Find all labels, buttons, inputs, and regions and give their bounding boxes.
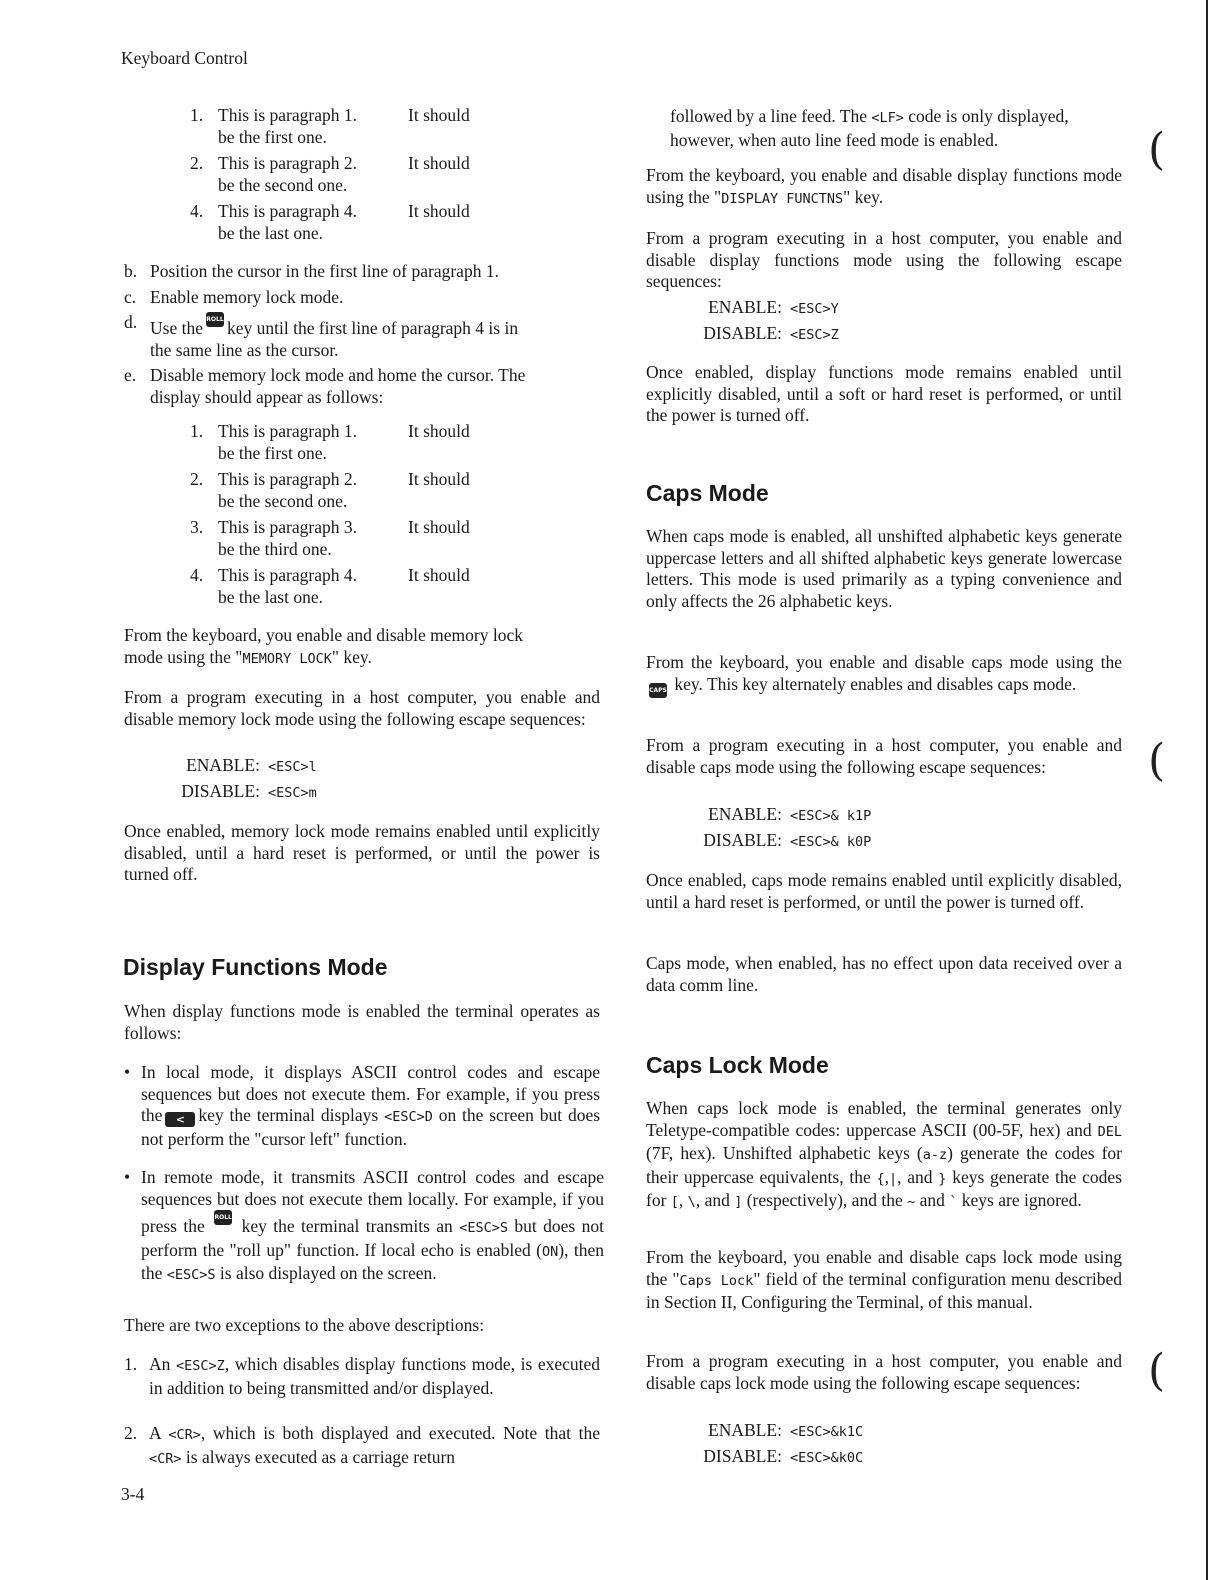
memory-lock-keyboard-text: From the keyboard, you enable and disable memory lock mode using the "MEMORY LOCK" key. bbox=[124, 625, 523, 667]
punch-hole-mark-icon: ( bbox=[1148, 1345, 1166, 1396]
step-b: b. Position the cursor in the first line of paragraph 1. bbox=[124, 261, 499, 281]
paragraph-list-b bbox=[190, 421, 470, 608]
caps-mode-keyboard-text: From the keyboard, you enable and disable caps mode using the CAPS key. This key alternately enables and disables caps mode. bbox=[646, 652, 1122, 698]
list-item: 1. This is paragraph 1. It should be the first one. bbox=[190, 105, 470, 147]
caps-lock-keyboard-text: From the keyboard, you enable and disable caps lock mode using the "Caps Lock" field of the terminal configuration menu described in Section II, Configuring the Terminal, of this manual. bbox=[646, 1247, 1122, 1312]
memory-lock-once-text: Once enabled, memory lock mode remains enabled until explicitly disabled, until a hard reset is performed, or until the power is turned off. bbox=[124, 821, 600, 884]
bullet-local-mode: • In local mode, it displays ASCII control codes and escape sequences but does not execute them. For example, if you press the < key the terminal displays <ESC>D on the screen but does not perform the "cursor left" function. bbox=[124, 1062, 601, 1149]
caps-mode-heading: Caps Mode bbox=[646, 480, 769, 506]
display-functions-intro: When display functions mode is enabled the terminal operates as follows: bbox=[124, 1001, 600, 1043]
punch-hole-mark-icon: ( bbox=[1148, 124, 1166, 175]
step-e: e. Disable memory lock mode and home the cursor. The display should appear as follows: bbox=[124, 365, 526, 407]
caps-mode-enable-row: ENABLE: <ESC>& k1P bbox=[708, 804, 872, 824]
exceptions-intro: There are two exceptions to the above descriptions: bbox=[124, 1315, 485, 1335]
running-header: Keyboard Control bbox=[121, 48, 248, 68]
caps-mode-host-text: From a program executing in a host computer, you enable and disable caps mode using the following escape sequences: bbox=[646, 735, 1122, 777]
caps-lock-disable-row: DISABLE: <ESC>&k0C bbox=[703, 1446, 864, 1466]
caps-lock-enable-row: ENABLE: <ESC>&k1C bbox=[708, 1420, 864, 1440]
caps-key-icon: CAPS bbox=[649, 683, 667, 698]
step-list bbox=[124, 261, 604, 408]
cursor-left-key-icon: < bbox=[165, 1112, 195, 1127]
page-number: 3-4 bbox=[121, 1484, 145, 1504]
punch-hole-mark-icon: ( bbox=[1148, 735, 1166, 786]
caps-mode-once-text: Once enabled, caps mode remains enabled until explicitly disabled, until a hard reset is performed, or until the power is turned off. bbox=[646, 870, 1122, 912]
display-functions-once-text: Once enabled, display functions mode remains enabled until explicitly disabled, until a soft or hard reset is performed, or until the power is turned off. bbox=[646, 362, 1122, 425]
paragraph-list-a bbox=[190, 105, 470, 244]
caps-mode-intro: When caps mode is enabled, all unshifted alphabetic keys generate uppercase letters and all shifted alphabetic keys generate lowercase letters. This mode is used primarily as a typing convenience and only affects the 26 alphabetic keys. bbox=[646, 526, 1122, 611]
bullet-remote-mode: • In remote mode, it transmits ASCII control codes and escape sequences but does not execute them locally. For example, if you press the ROLL UP key the terminal transmits an <ESC>S but does not perform the "roll up" function. If local echo is enabled (ON), then the <ESC>S is also displayed on the screen. bbox=[124, 1167, 605, 1283]
roll-up-key-icon: ROLL UP bbox=[214, 1210, 232, 1225]
bullet-icon: • bbox=[124, 1167, 131, 1187]
step-d: d. Use the ROLL UP key until the first line of paragraph 4 is in the same line as the cursor. bbox=[124, 312, 519, 360]
exception-2: 2. A <CR>, which is both displayed and executed. Note that the <CR> is always executed as a carriage return bbox=[124, 1423, 600, 1467]
list-item: 4. This is paragraph 4. It should be the last one. bbox=[190, 201, 470, 243]
continued-text: followed by a line feed. The <LF> code is only displayed, however, when auto line feed mode is enabled. bbox=[670, 106, 1069, 150]
display-functions-host-text: From a program executing in a host computer, you enable and disable display functions mode using the following escape sequences: bbox=[646, 228, 1122, 291]
memory-lock-enable-row: ENABLE: <ESC>l bbox=[186, 755, 317, 775]
list-item: 1. This is paragraph 1. It should be the first one. bbox=[190, 421, 470, 463]
list-item: 4. This is paragraph 4. It should be the last one. bbox=[190, 565, 470, 607]
memory-lock-disable-row: DISABLE: <ESC>m bbox=[181, 781, 317, 801]
caps-lock-heading: Caps Lock Mode bbox=[646, 1052, 829, 1078]
display-functions-disable-row: DISABLE: <ESC>Z bbox=[703, 323, 839, 343]
list-item: 2. This is paragraph 2. It should be the second one. bbox=[190, 469, 470, 511]
display-functions-enable-row: ENABLE: <ESC>Y bbox=[708, 297, 839, 317]
caps-lock-intro: When caps lock mode is enabled, the terminal generates only Teletype-compatible codes: uppercase ASCII (00-5F, hex) and DEL (7F, hex). Unshifted alphabetic keys (a-z) generate the codes for their uppercase equivalents, the {,|, and } keys generate the codes for [, \, and ] (respectively), and the ~ and ` keys are ignored. bbox=[646, 1098, 1122, 1210]
step-c: c. Enable memory lock mode. bbox=[124, 286, 344, 307]
caps-mode-comm-text: Caps mode, when enabled, has no effect upon data received over a data comm line. bbox=[646, 953, 1122, 995]
caps-mode-disable-row: DISABLE: <ESC>& k0P bbox=[703, 830, 872, 850]
list-item: 3. This is paragraph 3. It should be the third one. bbox=[190, 517, 470, 559]
bullet-icon: • bbox=[124, 1062, 131, 1082]
display-functions-heading: Display Functions Mode bbox=[123, 954, 388, 980]
page-edge-line bbox=[1206, 0, 1208, 1580]
caps-lock-host-text: From a program executing in a host computer, you enable and disable caps lock mode using the following escape sequences: bbox=[646, 1351, 1122, 1393]
memory-lock-host-text: From a program executing in a host computer, you enable and disable memory lock mode using the following escape sequences: bbox=[124, 687, 600, 729]
display-functions-keyboard-text: From the keyboard, you enable and disable display functions mode using the "DISPLAY FUNCTNS" key. bbox=[646, 165, 1122, 207]
list-item: 2. This is paragraph 2. It should be the second one. bbox=[190, 153, 470, 195]
roll-up-key-icon: ROLL UP bbox=[206, 312, 224, 327]
exception-1: 1. An <ESC>Z, which disables display functions mode, is executed in addition to being transmitted and/or displayed. bbox=[124, 1354, 601, 1398]
